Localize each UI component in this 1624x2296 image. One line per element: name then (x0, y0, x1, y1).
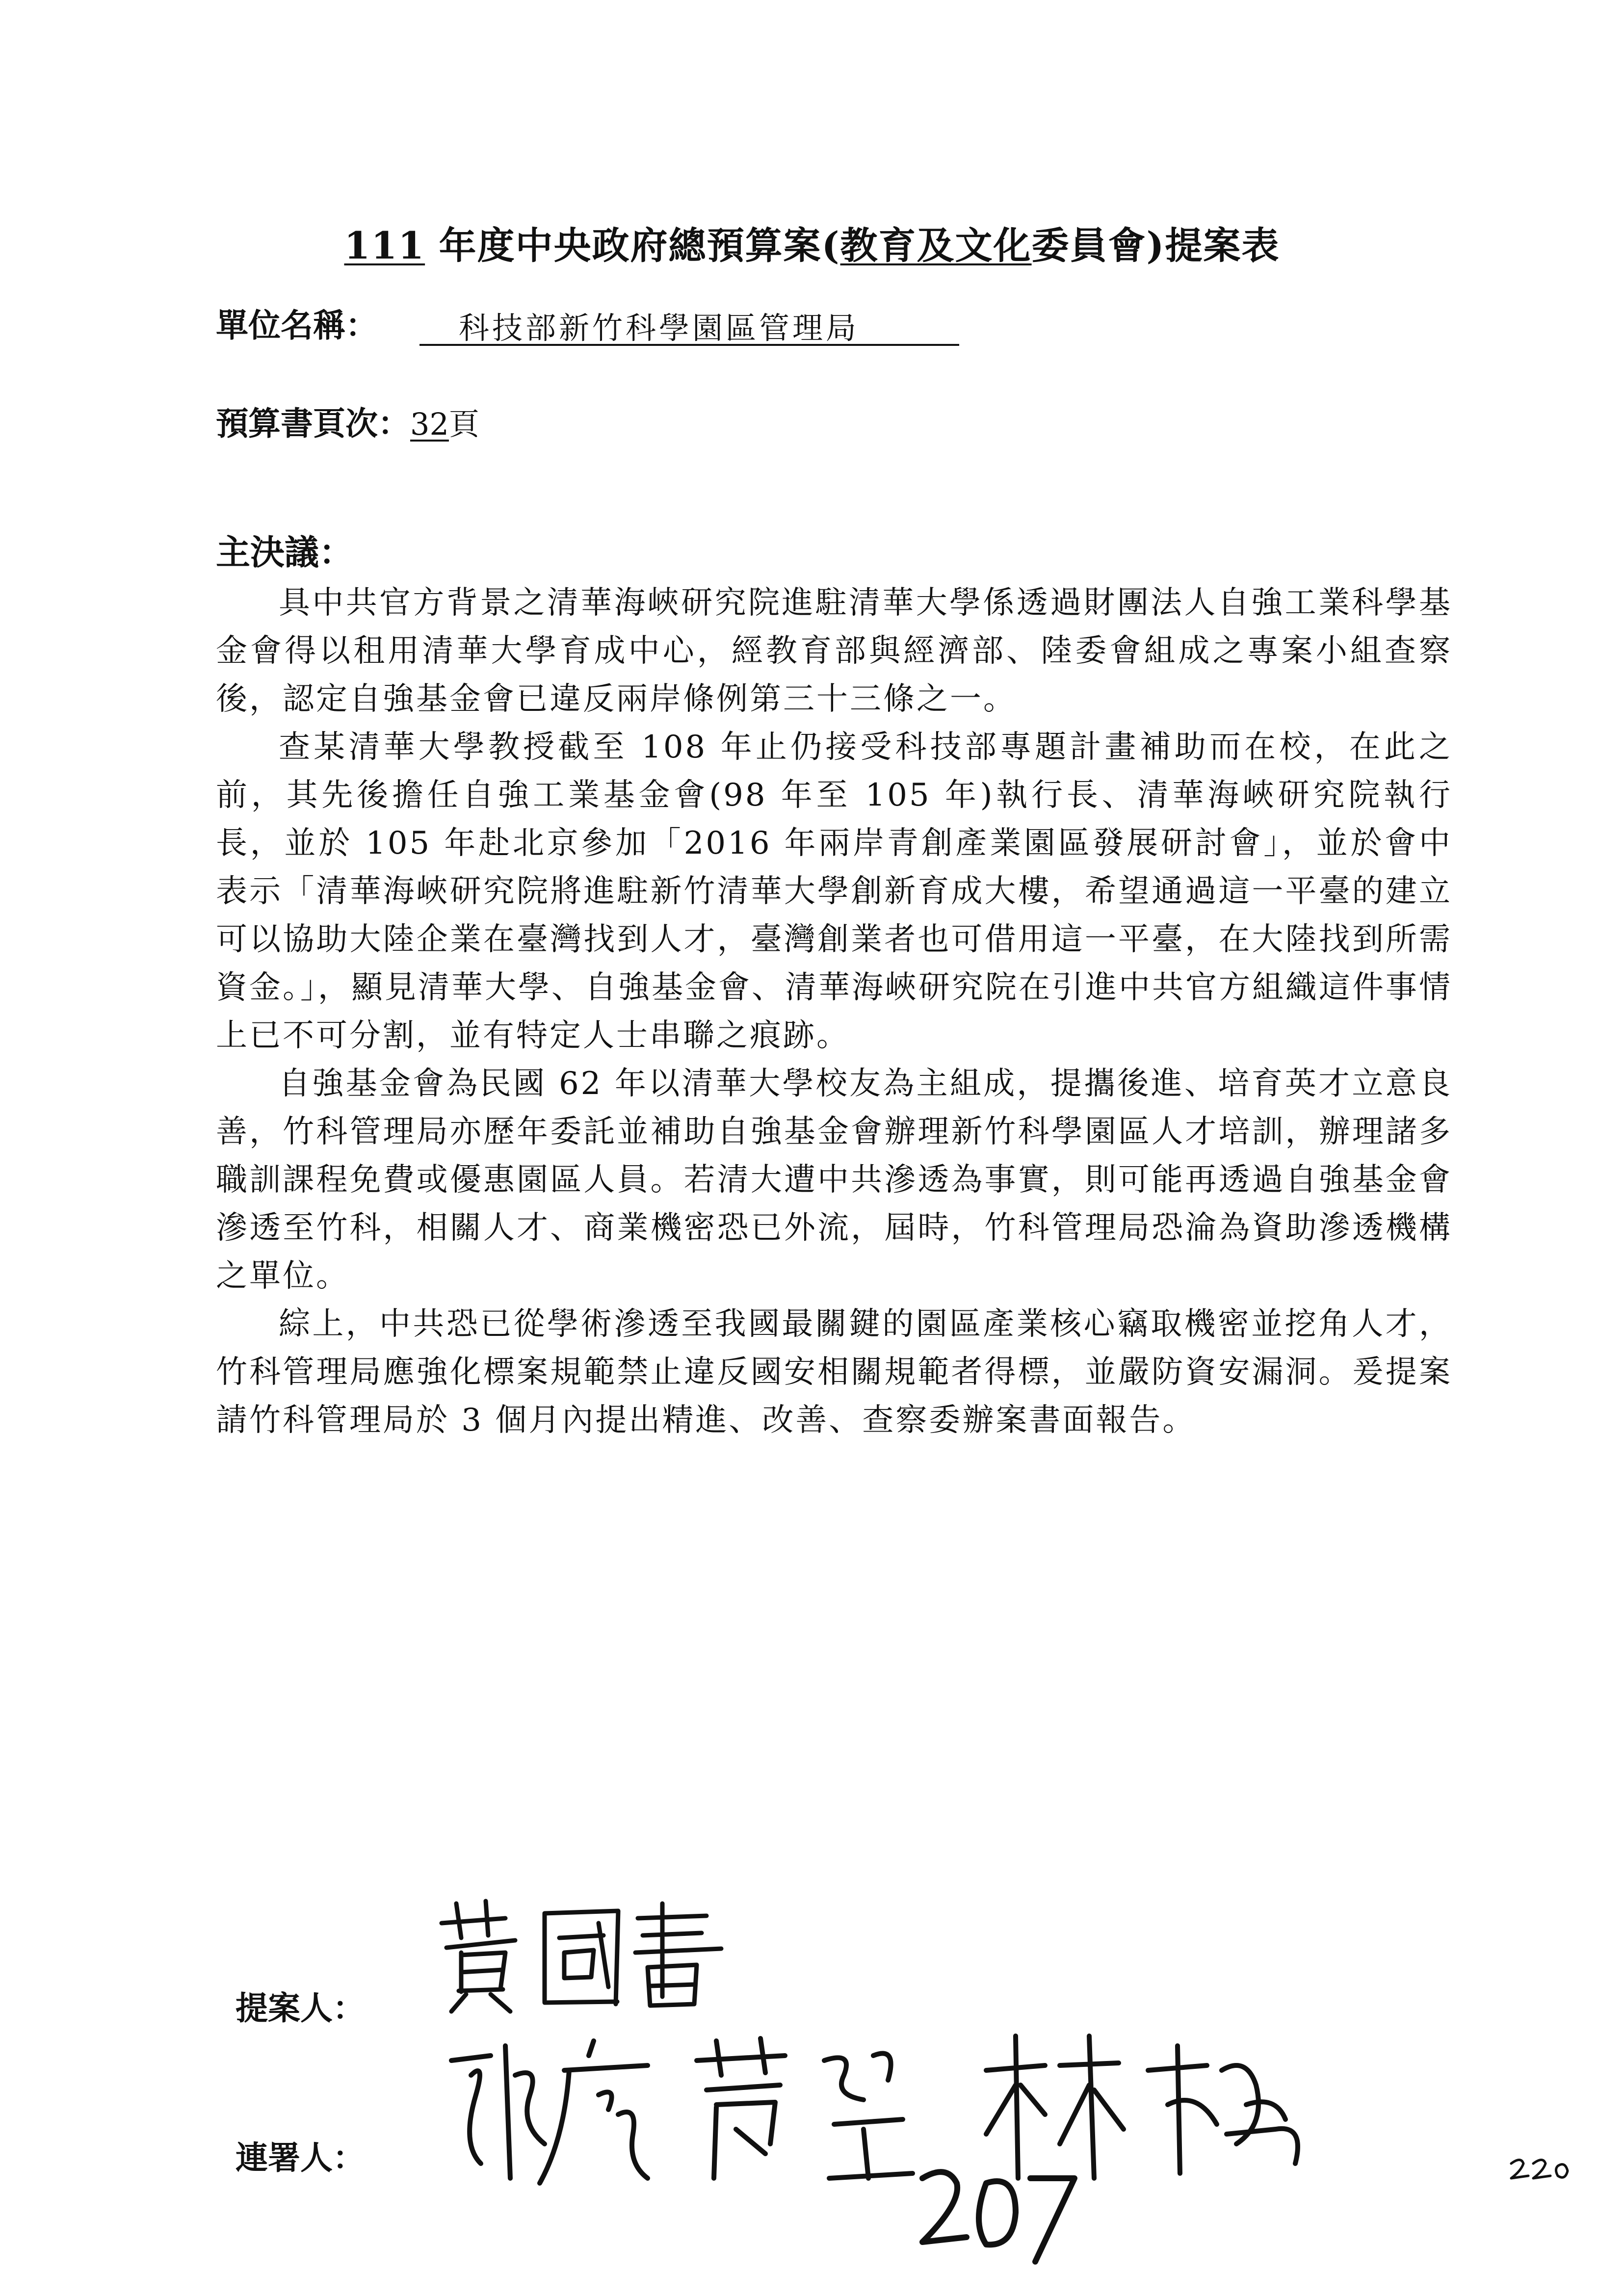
resolution-paragraph-3: 自強基金會為民國 62 年以清華大學校友為主組成，提攜後進、培育英才立意良善，竹科管理局亦歷年委託並補助自強基金會辦理新竹科學園區人才培訓，辦理諸多職訓課程免費或優惠園區人員。若清大遭中共滲透為事實，則可能再透過自強基金會滲透至竹科，相關人才、商業機密恐已外流，屆時，竹科管理局恐淪為資助滲透機構之單位。 (216, 1066, 1452, 1294)
resolution-body (216, 579, 1452, 1444)
resolution-paragraph-4: 綜上，中共恐已從學術滲透至我國最關鍵的園區產業核心竊取機密並挖角人才，竹科管理局應強化標案規範禁止違反國安相關規範者得標，並嚴防資安漏洞。爰提案請竹科管理局於 3 個月內提出精進、改善、查察委辦案書面報告。 (216, 1306, 1452, 1438)
title-committee: 教育及文化 (840, 224, 1032, 267)
resolution-paragraph-1: 具中共官方背景之清華海峽研究院進駐清華大學係透過財團法人自強工業科學基金會得以租用清華大學育成中心，經教育部與經濟部、陸委會組成之專案小組查察後，認定自強基金會已違反兩岸條例第三十三條之一。 (216, 585, 1452, 717)
cosigners-label: 連署人： (236, 2139, 365, 2177)
proposer-signature (432, 1894, 775, 2018)
title-suffix: 委員會)提案表 (1031, 224, 1280, 267)
unit-label: 單位名稱： (216, 306, 378, 344)
cosigner-signatures (442, 2016, 1570, 2288)
form-title (0, 216, 1624, 269)
unit-value: 科技部新竹科學園區管理局 (459, 310, 860, 346)
unit-row (216, 299, 378, 346)
cosigner-signatures-drawing (442, 2016, 1570, 2286)
resolution-paragraph-2: 查某清華大學教授截至 108 年止仍接受科技部專題計畫補助而在校，在此之前，其先後擔任自強工業基金會(98 年至 105 年)執行長、清華海峽研究院執行長，並於 105 年赴北京參加「2016 年兩岸青創產業園區發展研討會」，並於會中表示「清華海峽研究院將進駐新竹清華大學創新育成大樓，希望通過這一平臺的建立可以協助大陸企業在臺灣找到人才，臺灣創業者也可借用這一平臺，在大陸找到所需資金。」，顯見清華大學、自強基金會、清華海峽研究院在引進中共官方組織這件事情上已不可分割，並有特定人士串聯之痕跡。 (216, 729, 1452, 1054)
budget-page-row (216, 397, 479, 444)
title-prefix: 年度中央政府總預算案( (425, 224, 840, 267)
budget-page-label: 預算書頁次： (216, 404, 410, 443)
budget-page-number: 32 (410, 406, 449, 442)
budget-page-unit: 頁 (448, 406, 479, 442)
proposer-label: 提案人： (236, 1989, 365, 2027)
proposer-signature-drawing (432, 1894, 775, 2016)
title-year: 111 (344, 224, 425, 267)
unit-underline (419, 302, 959, 346)
resolution-heading: 主決議： (216, 532, 353, 573)
